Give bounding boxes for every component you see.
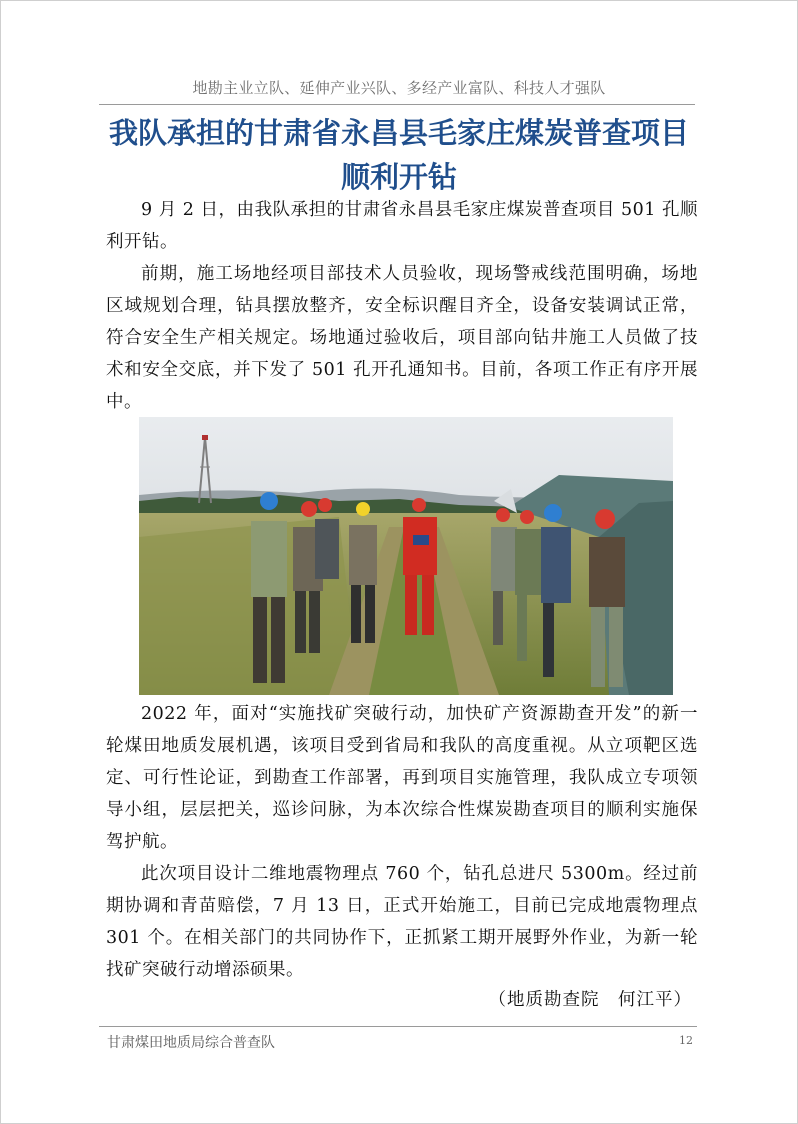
footer-divider <box>99 1026 697 1027</box>
author-signature: （地质勘查院 何江平） <box>488 990 692 1010</box>
article-title <box>99 111 699 199</box>
article-body-bottom <box>106 698 698 986</box>
title-line-2: 顺利开钻 <box>340 160 457 194</box>
site-photo <box>139 417 673 695</box>
paragraph: 2022 年，面对“实施找矿突破行动，加快矿产资源勘查开发”的新一轮煤田地质发展机遇，该项目受到省局和我队的高度重视。从立项靶区选定、可行性论证，到勘查工作部署，再到项目实施管理，我队成立专项领导小组，层层把关，巡诊问脉，为本次综合性煤炭勘查项目的顺利实施保驾护航。 <box>106 704 698 852</box>
page-number: 12 <box>679 1034 693 1047</box>
title-line-1: 我队承担的甘肃省永昌县毛家庄煤炭普查项目 <box>108 116 689 150</box>
paragraph: 前期，施工场地经项目部技术人员验收，现场警戒线范围明确，场地区域规划合理，钻具摆放整齐，安全标识醒目齐全，设备安装调试正常，符合安全生产相关规定。场地通过验收后，项目部向钻井施工人员做了技术和安全交底，并下发了 501 孔开孔通知书。目前，各项工作正有序开展中。 <box>106 264 698 412</box>
article-body-top <box>106 194 698 418</box>
paragraph: 此次项目设计二维地震物理点 760 个，钻孔总进尺 5300m。经过前期协调和青苗赔偿，7 月 13 日，正式开始施工，目前已完成地震物理点 301 个。在相关部门的共同协作下，正抓紧工期开展野外作业，为新一轮找矿突破行动增添硕果。 <box>106 864 698 980</box>
paragraph: 9 月 2 日，由我队承担的甘肃省永昌县毛家庄煤炭普查项目 501 孔顺利开钻。 <box>106 200 698 252</box>
header-divider <box>99 104 695 105</box>
header-slogan: 地勘主业立队、延伸产业兴队、多经产业富队、科技人才强队 <box>192 79 606 97</box>
footer-organization: 甘肃煤田地质局综合普查队 <box>107 1035 275 1051</box>
